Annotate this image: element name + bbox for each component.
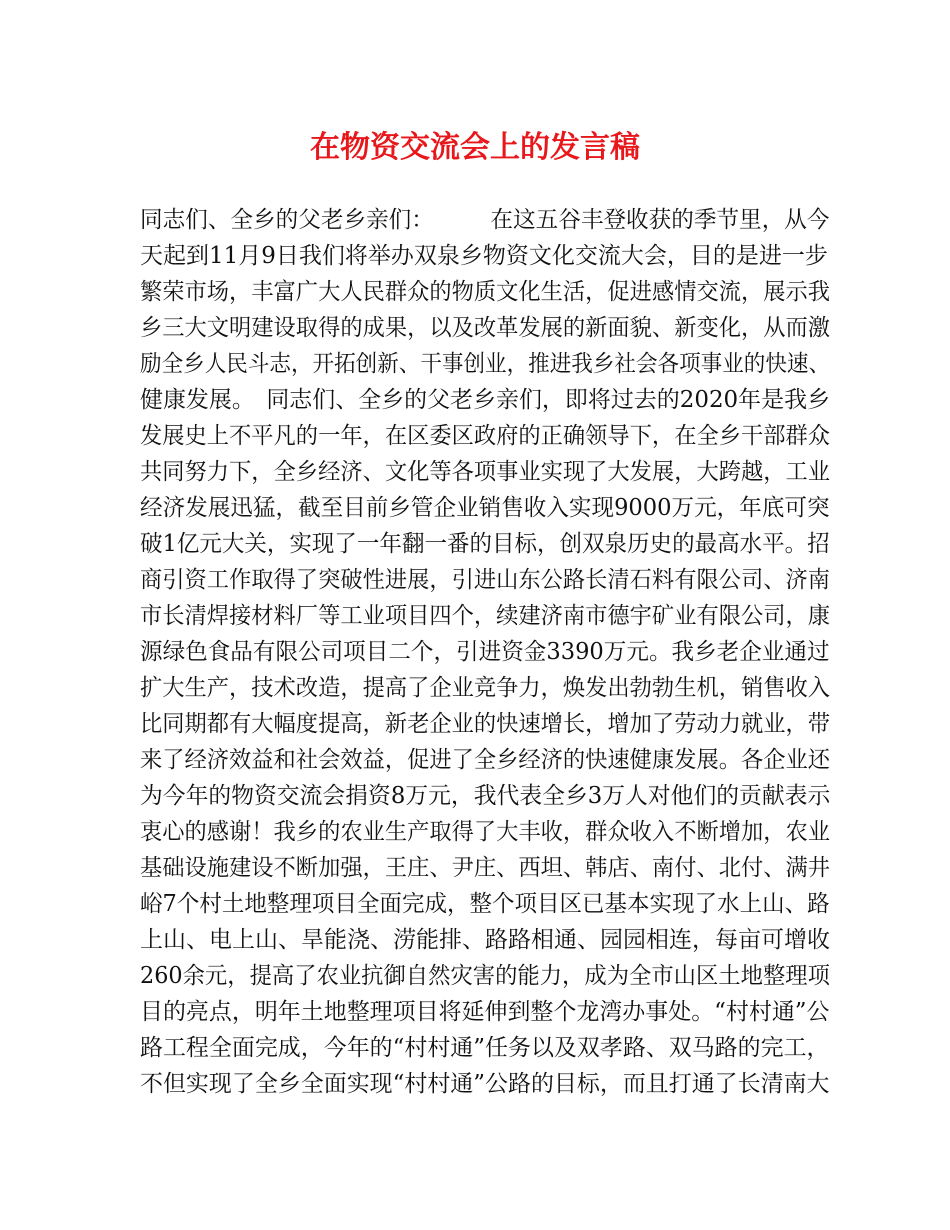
body-line: 路工程全面完成，今年的“村村通”任务以及双孝路、双马路的完工， [140, 1035, 830, 1061]
body-line: 发展史上不平凡的一年，在区委区政府的正确领导下，在全乡干部群众 [140, 423, 830, 449]
body-line: 基础设施建设不断加强，王庄、尹庄、西坦、韩店、南付、北付、满井 [140, 855, 830, 881]
body-line: 励全乡人民斗志，开拓创新、干事创业，推进我乡社会各项事业的快速、 [140, 351, 830, 377]
body-line: 比同期都有大幅度提高，新老企业的快速增长，增加了劳动力就业，带 [140, 711, 830, 737]
body-line: 市长清焊接材料厂等工业项目四个，续建济南市德宇矿业有限公司，康 [140, 603, 830, 629]
document-title: 在物资交流会上的发言稿 [310, 130, 640, 165]
body-line: 目的亮点，明年土地整理项目将延伸到整个龙湾办事处。“村村通”公 [140, 999, 830, 1025]
body-line: 共同努力下，全乡经济、文化等各项事业实现了大发展，大跨越，工业 [140, 459, 830, 485]
body-line: 健康发展。 同志们、全乡的父老乡亲们，即将过去的2020年是我乡 [140, 387, 831, 413]
body-line: 来了经济效益和社会效益，促进了全乡经济的快速健康发展。各企业还 [140, 747, 830, 773]
body-line: 经济发展迅猛，截至目前乡管企业销售收入实现9000万元，年底可突 [140, 495, 830, 521]
body-line: 源绿色食品有限公司项目二个，引进资金3390万元。我乡老企业通过 [140, 639, 830, 665]
body-line: 同志们、全乡的父老乡亲们： 在这五谷丰登收获的季节里，从今 [140, 207, 830, 233]
body-line: 不但实现了全乡全面实现“村村通”公路的目标，而且打通了长清南大 [140, 1071, 830, 1097]
body-line: 繁荣市场，丰富广大人民群众的物质文化生活，促进感情交流，展示我 [140, 279, 830, 305]
body-line: 衷心的感谢！我乡的农业生产取得了大丰收，群众收入不断增加，农业 [140, 819, 830, 845]
body-line: 260余元，提高了农业抗御自然灾害的能力，成为全市山区土地整理项 [140, 963, 830, 989]
body-line: 乡三大文明建设取得的成果，以及改革发展的新面貌、新变化，从而激 [140, 315, 830, 341]
body-line: 扩大生产，技术改造，提高了企业竞争力，焕发出勃勃生机，销售收入 [140, 675, 830, 701]
body-line: 破1亿元大关，实现了一年翻一番的目标，创双泉历史的最高水平。招 [140, 531, 830, 557]
body-line: 峪7个村土地整理项目全面完成，整个项目区已基本实现了水上山、路 [140, 891, 830, 917]
body-line: 商引资工作取得了突破性进展，引进山东公路长清石料有限公司、济南 [140, 567, 830, 593]
body-line: 上山、电上山、旱能浇、涝能排、路路相通、园园相连，每亩可增收 [140, 927, 830, 953]
body-line: 天起到11月9日我们将举办双泉乡物资文化交流大会，目的是进一步 [140, 243, 828, 269]
body-line: 为今年的物资交流会捐资8万元，我代表全乡3万人对他们的贡献表示 [140, 783, 831, 809]
